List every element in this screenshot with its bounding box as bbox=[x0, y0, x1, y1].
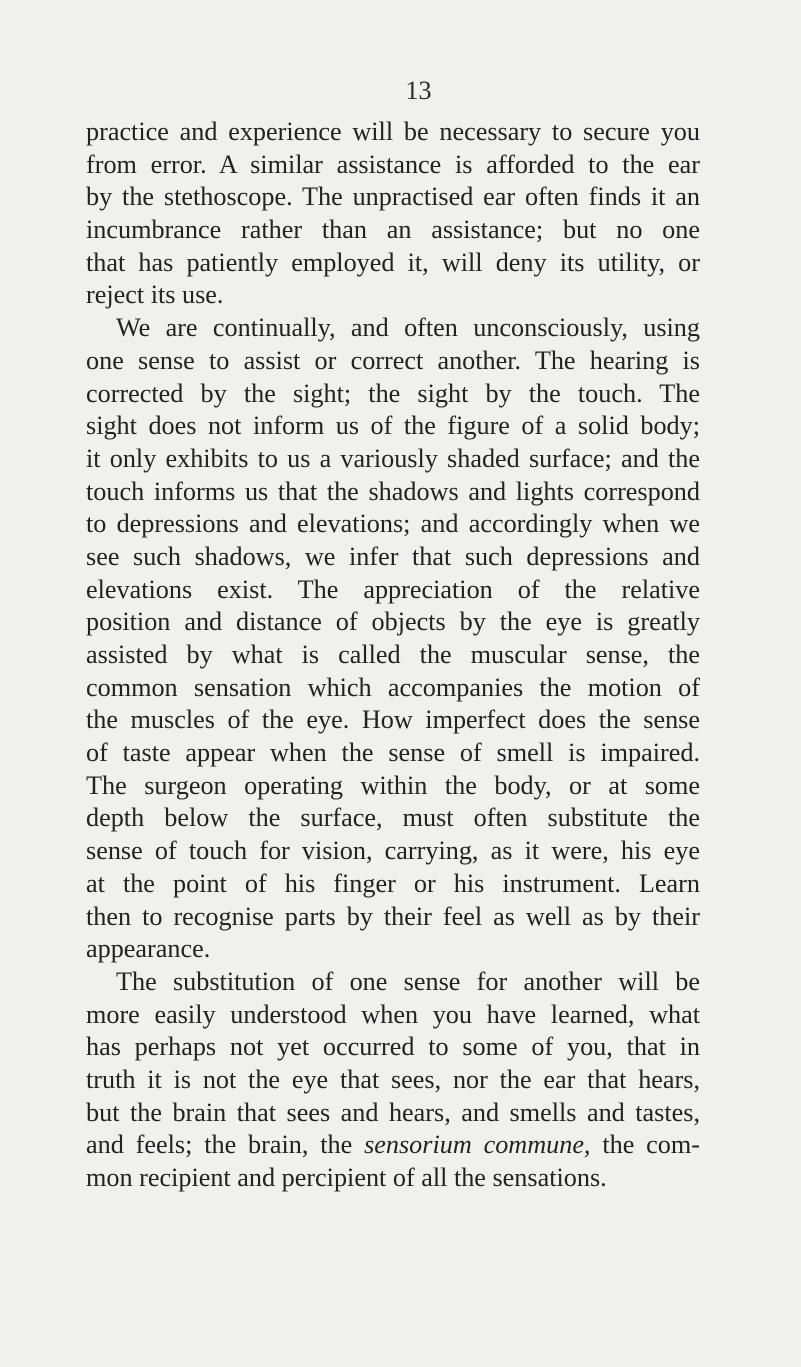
paragraph-2 bbox=[86, 312, 700, 966]
text-line: incumbrance rather than an assistance; but no one bbox=[86, 215, 700, 245]
text-line: touch informs us that the shadows and lights correspond bbox=[86, 476, 700, 506]
text-line: The substitution of one sense for another will be bbox=[116, 966, 700, 996]
text-line: mon recipient and percipient of all the sensations. bbox=[86, 1163, 607, 1192]
text-line: practice and experience will be necessary to secure you bbox=[86, 117, 700, 146]
text-line: by the stethoscope. The unpractised ear often finds it an bbox=[86, 182, 700, 212]
text-line: that has patiently employed it, will deny its utility, or bbox=[86, 247, 700, 277]
text-line: truth it is not the eye that sees, nor the ear that hears, bbox=[86, 1064, 700, 1094]
text-line: position and distance of objects by the eye is greatly bbox=[86, 607, 700, 637]
text-line: reject its use. bbox=[86, 280, 224, 310]
paragraph-3 bbox=[86, 966, 700, 1195]
line-text: the com- bbox=[590, 1130, 700, 1160]
text-line: more easily understood when you have learned, what bbox=[86, 999, 700, 1029]
text-line: it only exhibits to us a variously shaded surface; and the bbox=[86, 443, 700, 473]
text-line: common sensation which accompanies the motion of bbox=[86, 672, 700, 702]
text-line-with-term bbox=[86, 1129, 700, 1162]
text-line: from error. A similar assistance is afforded to the ear bbox=[86, 149, 700, 179]
line-text: and feels; the brain, the bbox=[86, 1130, 353, 1160]
latin-term: sensorium commune, bbox=[364, 1130, 591, 1160]
text-line: the muscles of the eye. How imperfect does the sense bbox=[86, 705, 700, 735]
text-line: depth below the surface, must often substitute the bbox=[86, 803, 700, 833]
paragraph-1 bbox=[86, 116, 700, 312]
text-line: but the brain that sees and hears, and smells and tastes, bbox=[86, 1097, 700, 1127]
text-line: sight does not inform us of the figure of a solid body; bbox=[86, 411, 700, 441]
text-line: at the point of his finger or his instrument. Learn bbox=[86, 868, 700, 898]
text-line: of taste appear when the sense of smell is impaired. bbox=[86, 738, 700, 768]
text-line: elevations exist. The appreciation of the relative bbox=[86, 574, 700, 604]
text-line: one sense to assist or correct another. The hearing is bbox=[86, 345, 700, 375]
text-line: The surgeon operating within the body, or at some bbox=[86, 770, 700, 800]
body-text bbox=[86, 116, 700, 1195]
text-line: appearance. bbox=[86, 934, 211, 964]
text-line: sense of touch for vision, carrying, as it were, his eye bbox=[86, 836, 700, 866]
text-line: corrected by the sight; the sight by the touch. The bbox=[86, 378, 700, 408]
text-line: see such shadows, we infer that such depressions and bbox=[86, 541, 700, 571]
page-number: 13 bbox=[405, 76, 432, 105]
text-line: assisted by what is called the muscular sense, the bbox=[86, 640, 700, 669]
text-line: then to recognise parts by their feel as well as by their bbox=[86, 901, 700, 931]
text-line: We are continually, and often unconsciously, using bbox=[116, 313, 700, 343]
text-line: to depressions and elevations; and accordingly when we bbox=[86, 509, 700, 539]
text-line: has perhaps not yet occurred to some of you, that in bbox=[86, 1032, 700, 1062]
